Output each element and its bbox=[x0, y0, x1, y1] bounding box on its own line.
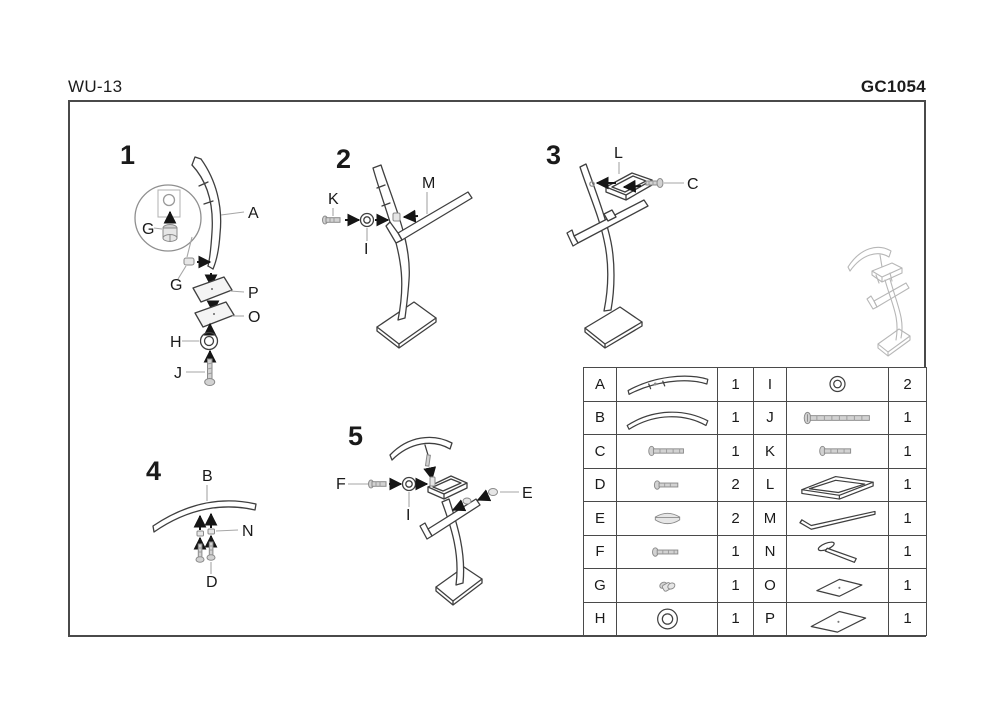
part-letter-cell: P bbox=[754, 602, 787, 636]
parts-table-row bbox=[584, 368, 927, 402]
part-qty-cell: 1 bbox=[889, 401, 927, 435]
finished-product-preview bbox=[830, 225, 940, 370]
step-4-diagram bbox=[120, 440, 300, 600]
small-plate-icon bbox=[790, 570, 885, 600]
assembled-valet-stand-icon bbox=[830, 225, 940, 370]
part-qty-cell: 1 bbox=[718, 435, 754, 469]
step-2 bbox=[310, 130, 480, 360]
label-h: H bbox=[170, 334, 182, 351]
part-icon-cell bbox=[787, 435, 889, 469]
part-letter-cell: K bbox=[754, 435, 787, 469]
part-icon-cell bbox=[787, 502, 889, 536]
part-qty-cell: 1 bbox=[889, 602, 927, 636]
part-icon-cell bbox=[617, 502, 718, 536]
part-icon-cell bbox=[787, 569, 889, 603]
part-letter-cell: A bbox=[584, 368, 617, 402]
part-icon-cell bbox=[617, 468, 718, 502]
parts-table-row bbox=[584, 468, 927, 502]
nut-parts bbox=[197, 529, 215, 536]
label-f: F bbox=[336, 476, 346, 493]
t-handle-tool-icon bbox=[790, 537, 885, 567]
medium-screw-icon bbox=[620, 436, 715, 466]
short-screw-icon bbox=[620, 537, 715, 567]
step-5-number: 5 bbox=[348, 421, 364, 451]
product-code: GC1054 bbox=[860, 77, 926, 96]
part-qty-cell: 2 bbox=[718, 502, 754, 536]
step-3 bbox=[530, 130, 710, 360]
step-1-number: 1 bbox=[120, 140, 136, 170]
part-icon-cell bbox=[787, 535, 889, 569]
base-plate-part bbox=[585, 307, 642, 348]
short-screw-icon bbox=[620, 470, 715, 500]
label-i: I bbox=[406, 507, 411, 524]
long-bolt-icon bbox=[790, 403, 885, 433]
part-letter-cell: H bbox=[584, 602, 617, 636]
label-m: M bbox=[422, 175, 436, 192]
tray-icon bbox=[790, 470, 885, 500]
parts-table-row bbox=[584, 602, 927, 636]
part-qty-cell: 1 bbox=[889, 502, 927, 536]
part-letter-cell: D bbox=[584, 468, 617, 502]
screw-f-part bbox=[369, 480, 387, 488]
part-letter-cell: N bbox=[754, 535, 787, 569]
screw-k-part bbox=[323, 216, 341, 224]
label-n: N bbox=[242, 523, 254, 540]
part-icon-cell bbox=[617, 435, 718, 469]
part-icon-cell bbox=[617, 535, 718, 569]
step-1-diagram bbox=[110, 130, 290, 400]
part-qty-cell: 1 bbox=[889, 535, 927, 569]
long-bolt-part bbox=[205, 359, 215, 386]
part-icon-cell bbox=[617, 368, 718, 402]
trouser-rail-icon bbox=[790, 503, 885, 533]
step-5-diagram bbox=[330, 415, 540, 625]
parts-table-row bbox=[584, 401, 927, 435]
part-qty-cell: 1 bbox=[718, 535, 754, 569]
step-3-diagram bbox=[530, 130, 710, 360]
label-d: D bbox=[206, 574, 218, 591]
label-l: L bbox=[614, 145, 623, 162]
barrel-nut-part bbox=[163, 225, 177, 243]
large-washer-part bbox=[201, 333, 218, 350]
label-g: G bbox=[170, 277, 183, 294]
label-a: A bbox=[248, 205, 259, 222]
label-k: K bbox=[328, 191, 339, 208]
part-letter-cell: O bbox=[754, 569, 787, 603]
part-qty-cell: 2 bbox=[889, 368, 927, 402]
step-1 bbox=[110, 130, 290, 400]
step-2-number: 2 bbox=[336, 144, 352, 174]
step-2-diagram bbox=[310, 130, 480, 360]
part-icon-cell bbox=[617, 401, 718, 435]
part-letter-cell: G bbox=[584, 569, 617, 603]
part-icon-cell bbox=[787, 401, 889, 435]
part-letter-cell: J bbox=[754, 401, 787, 435]
plate-o-part bbox=[195, 302, 234, 327]
label-p: P bbox=[248, 285, 259, 302]
label-g-detail: G bbox=[142, 221, 155, 238]
part-qty-cell: 1 bbox=[718, 569, 754, 603]
part-letter-cell: C bbox=[584, 435, 617, 469]
model-number: WU-13 bbox=[68, 77, 123, 96]
parts-table bbox=[583, 367, 927, 636]
part-qty-cell: 1 bbox=[718, 602, 754, 636]
hanger-bar-part bbox=[390, 437, 452, 466]
part-qty-cell: 1 bbox=[889, 435, 927, 469]
label-i: I bbox=[364, 241, 369, 258]
step-3-number: 3 bbox=[546, 140, 562, 170]
curved-upper-pole-icon bbox=[620, 369, 715, 399]
part-letter-cell: F bbox=[584, 535, 617, 569]
fitting-part bbox=[393, 213, 400, 221]
part-icon-cell bbox=[787, 602, 889, 636]
washer-i-part bbox=[361, 214, 374, 227]
step-5 bbox=[330, 415, 540, 625]
upper-pole-part bbox=[192, 157, 221, 269]
medium-screw-icon bbox=[790, 436, 885, 466]
screw-d-parts bbox=[196, 536, 215, 562]
parts-table-row bbox=[584, 569, 927, 603]
part-icon-cell bbox=[787, 468, 889, 502]
barrel-nut-icon bbox=[620, 570, 715, 600]
part-icon-cell bbox=[617, 602, 718, 636]
part-qty-cell: 1 bbox=[889, 468, 927, 502]
small-washer-icon bbox=[790, 369, 885, 399]
label-e: E bbox=[522, 485, 533, 502]
parts-table-row bbox=[584, 535, 927, 569]
curved-hanger-bar-icon bbox=[620, 403, 715, 433]
part-letter-cell: I bbox=[754, 368, 787, 402]
large-washer-icon bbox=[620, 604, 715, 634]
step-4 bbox=[120, 440, 300, 600]
step-4-number: 4 bbox=[146, 456, 162, 486]
stand-pole-part bbox=[373, 165, 409, 320]
end-cap-icon bbox=[620, 503, 715, 533]
insert-fitting-part bbox=[184, 258, 194, 265]
label-j: J bbox=[174, 365, 182, 382]
part-letter-cell: B bbox=[584, 401, 617, 435]
label-b: B bbox=[202, 468, 213, 485]
part-qty-cell: 2 bbox=[718, 468, 754, 502]
end-cap-parts bbox=[463, 489, 498, 505]
part-icon-cell bbox=[787, 368, 889, 402]
part-icon-cell bbox=[617, 569, 718, 603]
plate-icon bbox=[790, 604, 885, 634]
parts-table-row bbox=[584, 502, 927, 536]
washer-i-part bbox=[403, 478, 416, 491]
part-qty-cell: 1 bbox=[889, 569, 927, 603]
part-qty-cell: 1 bbox=[718, 368, 754, 402]
label-o: O bbox=[248, 309, 261, 326]
tray-part bbox=[428, 476, 467, 499]
hanger-bar-part bbox=[153, 501, 256, 532]
part-qty-cell: 1 bbox=[718, 401, 754, 435]
part-letter-cell: M bbox=[754, 502, 787, 536]
label-c: C bbox=[687, 176, 699, 193]
plate-p-part bbox=[193, 277, 232, 302]
part-letter-cell: L bbox=[754, 468, 787, 502]
parts-table-row bbox=[584, 435, 927, 469]
part-letter-cell: E bbox=[584, 502, 617, 536]
